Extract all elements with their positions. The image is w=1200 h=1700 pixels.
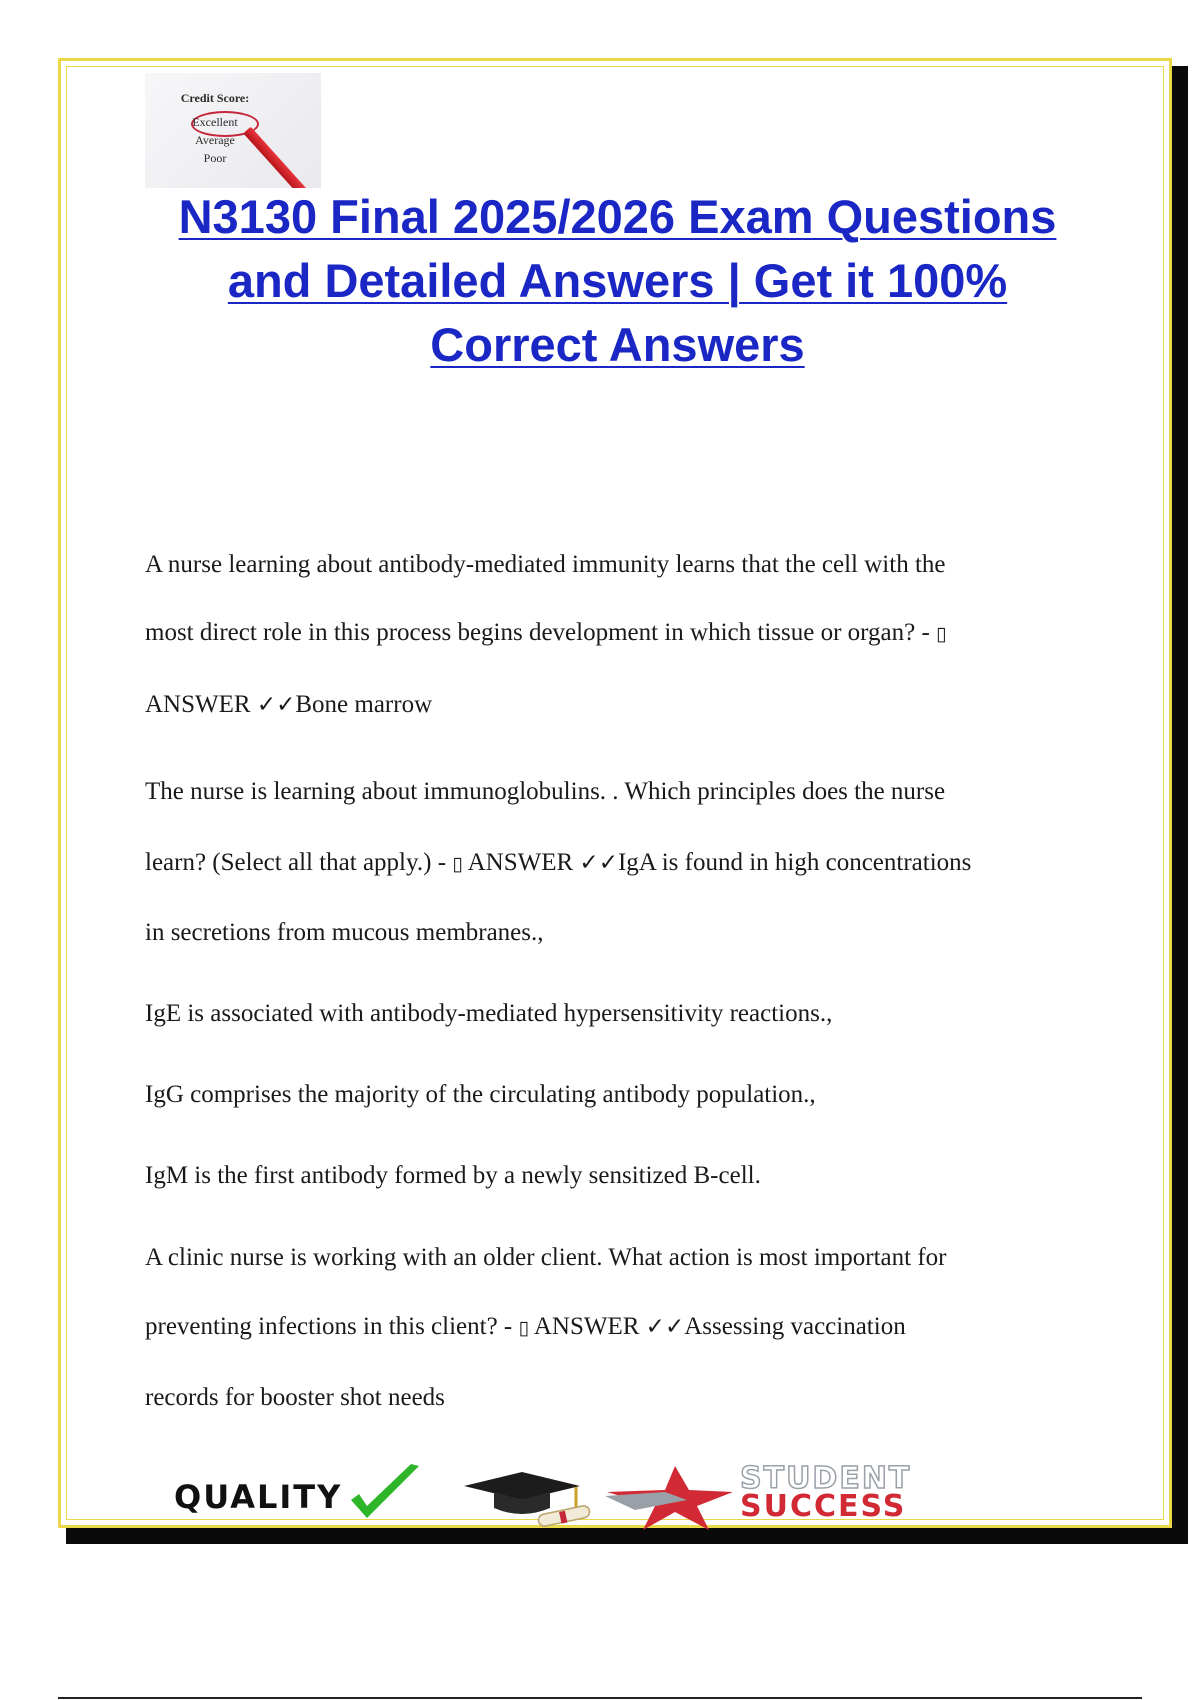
missing-glyph-box-icon: ▯ (452, 853, 463, 875)
student-logo-text: STUDENT (740, 1461, 912, 1496)
q1-line-1: A nurse learning about antibody-mediated immunity learns that the cell with the (145, 551, 946, 578)
q1-answer-label: ANSWER (145, 691, 257, 718)
document-title[interactable] (130, 185, 1105, 377)
green-check-icon (345, 1462, 425, 1532)
q3-answer-label: ANSWER (528, 1313, 646, 1340)
double-check-icon: ✓✓ (579, 850, 618, 876)
graduation-cap-icon (460, 1470, 600, 1530)
double-check-icon: ✓✓ (645, 1314, 685, 1340)
double-check-icon: ✓✓ (256, 692, 296, 718)
q3-line-1: A clinic nurse is working with an older client. What action is most important for (145, 1244, 947, 1271)
q2-answer-label: ANSWER (462, 849, 580, 876)
q2-answer-part-1: IgA is found in high concentrations (617, 849, 972, 876)
q1-question-text: most direct role in this process begins development in which tissue or organ? - (145, 619, 937, 646)
q1-line-2 (145, 619, 947, 647)
q3-question-text: preventing infections in this client? - (145, 1313, 519, 1340)
document-title-line-2: and Detailed Answers | Get it 100% (227, 254, 1008, 307)
credit-score-title: Credit Score: (180, 91, 250, 105)
credit-score-logo (145, 73, 321, 188)
quality-logo-text: QUALITY (174, 1478, 343, 1516)
missing-glyph-box-icon: ▯ (518, 1317, 529, 1339)
missing-glyph-box-icon: ▯ (936, 623, 947, 645)
success-logo-text: SUCCESS (740, 1489, 907, 1524)
q3-answer-part-1: Assessing vaccination (684, 1313, 906, 1340)
star-swoosh-icon (605, 1462, 735, 1532)
q2-question-text: learn? (Select all that apply.) - (145, 849, 453, 876)
q2-line-4: IgE is associated with antibody-mediated hypersensitivity reactions., (145, 1000, 833, 1027)
footer-logos (170, 1462, 1050, 1532)
q2-line-3: in secretions from mucous membranes., (145, 919, 544, 946)
q2-line-1: The nurse is learning about immunoglobulins. . Which principles does the nurse (145, 778, 946, 805)
credit-score-option-average: Average (195, 133, 235, 147)
q2-line-5: IgG comprises the majority of the circulating antibody population., (145, 1081, 816, 1108)
credit-score-option-poor: Poor (203, 151, 227, 165)
q3-line-2 (145, 1313, 906, 1341)
document-title-line-1: N3130 Final 2025/2026 Exam Questions (178, 190, 1057, 243)
page-bottom-rule (58, 1697, 1142, 1699)
q3-line-3: records for booster shot needs (145, 1384, 445, 1411)
q2-line-2 (145, 849, 971, 877)
q1-answer-line (145, 691, 432, 719)
document-title-line-3: Correct Answers (430, 318, 805, 371)
q1-answer-text: Bone marrow (295, 691, 433, 718)
q2-line-6: IgM is the first antibody formed by a newly sensitized B-cell. (145, 1162, 761, 1189)
credit-score-option-excellent: Excellent (192, 115, 238, 129)
